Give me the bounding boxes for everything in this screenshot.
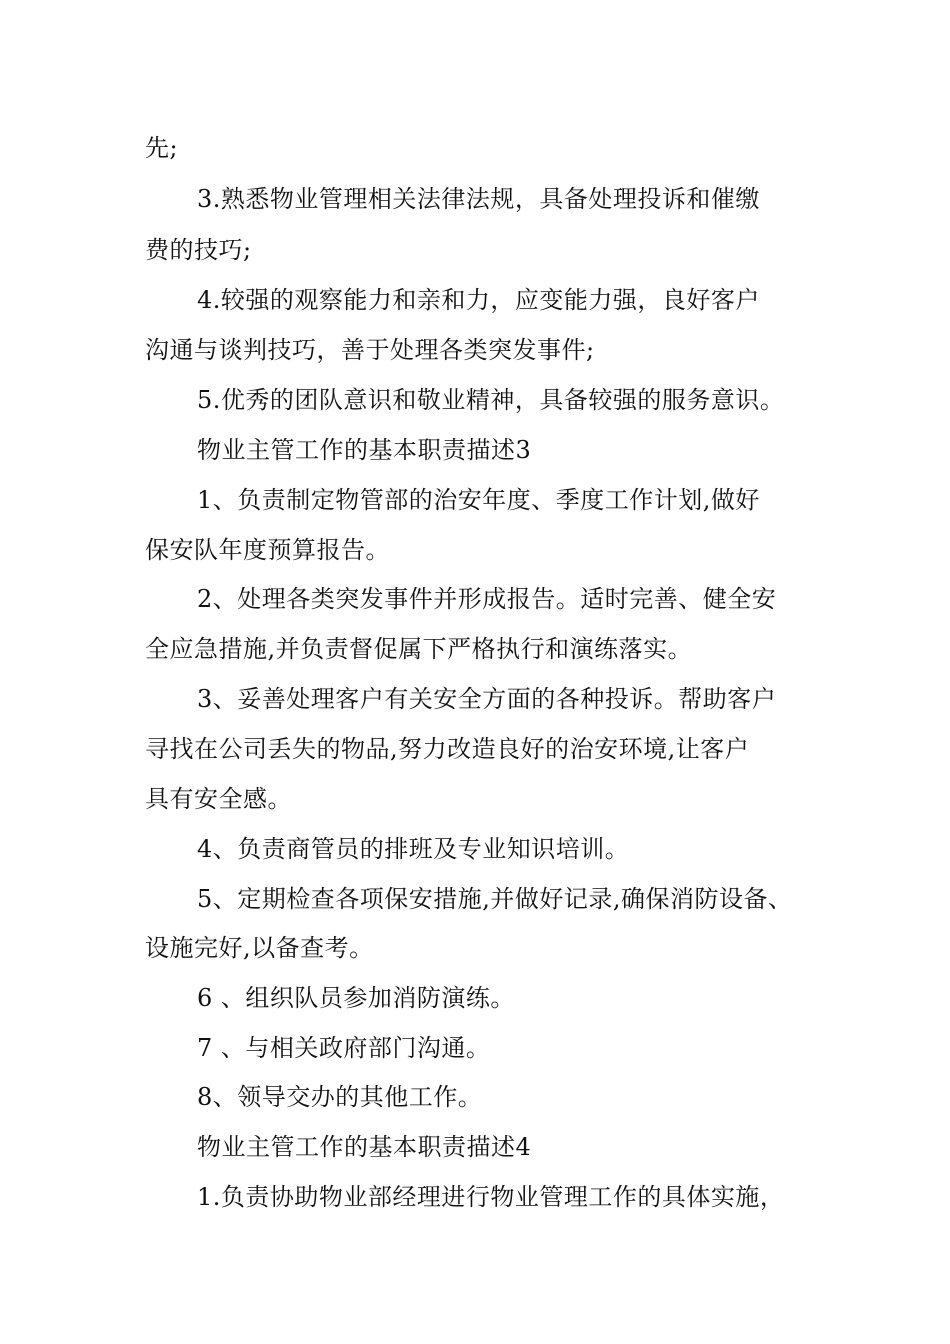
text-line: 2、处理各类突发事件并形成报告。适时完善、健全安 bbox=[197, 585, 777, 613]
text-line: 1.负责协助物业部经理进行物业管理工作的具体实施， bbox=[197, 1183, 785, 1211]
section-heading: 物业主管工作的基本职责描述3 bbox=[197, 436, 532, 464]
text-line: 6 、组织队员参加消防演练。 bbox=[197, 984, 515, 1012]
text-line: 具有安全感。 bbox=[145, 785, 292, 813]
text-line: 1、负责制定物管部的治安年度、季度工作计划,做好 bbox=[197, 486, 760, 514]
section-heading: 物业主管工作的基本职责描述4 bbox=[197, 1133, 532, 1161]
text-line: 8、领导交办的其他工作。 bbox=[197, 1083, 483, 1111]
text-line: 4、负责商管员的排班及专业知识培训。 bbox=[197, 835, 630, 863]
text-line: 设施完好,以备查考。 bbox=[145, 934, 374, 962]
text-line: 3、妥善处理客户有关安全方面的各种投诉。帮助客户 bbox=[197, 685, 777, 713]
text-line: 5、定期检查各项保安措施,并做好记录,确保消防设备、 bbox=[197, 885, 793, 913]
text-line: 4.较强的观察能力和亲和力，应变能力强，良好客户 bbox=[197, 286, 760, 314]
text-line: 3.熟悉物业管理相关法律法规，具备处理投诉和催缴 bbox=[197, 185, 760, 213]
text-line: 5.优秀的团队意识和敬业精神，具备较强的服务意识。 bbox=[197, 386, 785, 414]
text-line: 先; bbox=[145, 134, 179, 162]
text-line: 全应急措施,并负责督促属下严格执行和演练落实。 bbox=[145, 635, 693, 663]
text-line: 费的技巧; bbox=[145, 236, 252, 264]
text-line: 沟通与谈判技巧，善于处理各类突发事件; bbox=[145, 336, 595, 364]
text-line: 保安队年度预算报告。 bbox=[145, 536, 390, 564]
text-line: 寻找在公司丢失的物品,努力改造良好的治安环境,让客户 bbox=[145, 735, 750, 763]
text-line: 7 、与相关政府部门沟通。 bbox=[197, 1034, 491, 1062]
